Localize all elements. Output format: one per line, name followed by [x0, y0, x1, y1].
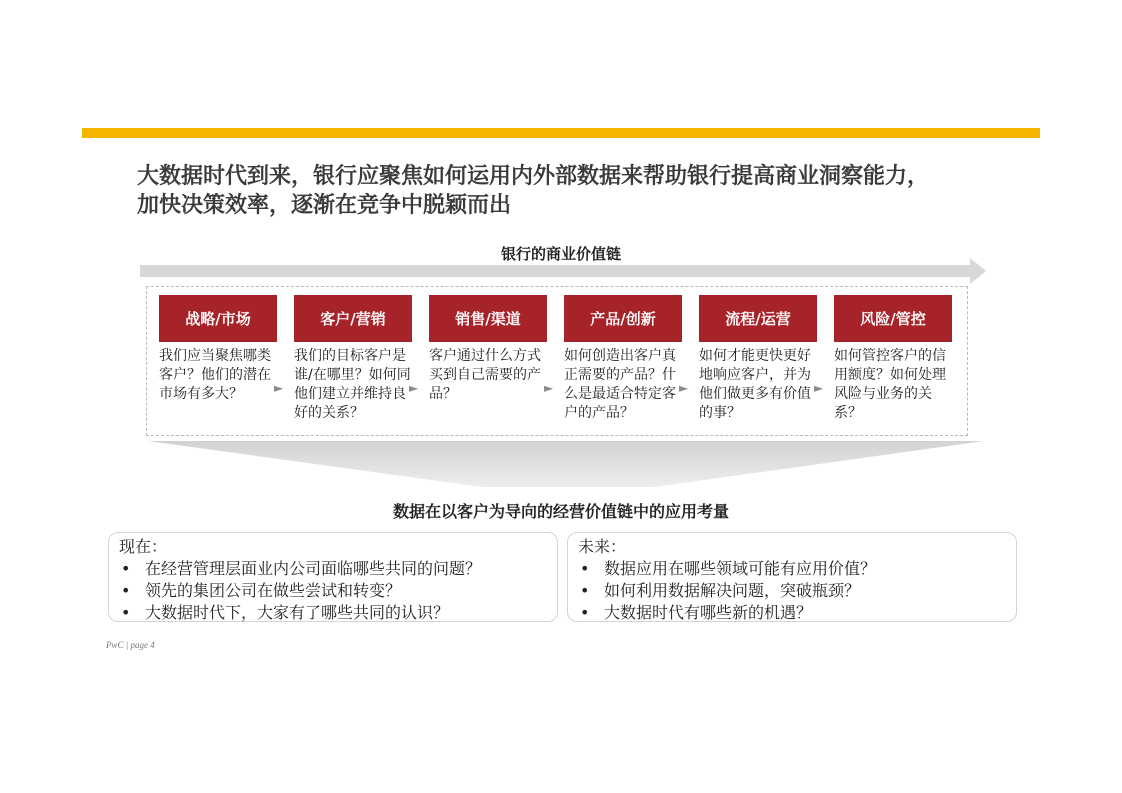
chevron-right-icon: ►	[814, 381, 824, 395]
page-footer: PwC | page 4	[106, 640, 155, 650]
headline-line-2: 加快决策效率，逐渐在竞争中脱颖而出	[137, 193, 512, 218]
stage-risk-control	[834, 295, 952, 423]
chevron-right-icon: ►	[544, 381, 554, 395]
stage-customer-marketing	[294, 295, 412, 423]
headline	[137, 162, 1037, 220]
list-item: • 大数据时代下，大家有了哪些共同的认识？	[121, 603, 450, 622]
bullet-icon: •	[121, 559, 131, 578]
value-chain-title: 银行的商业价值链	[500, 245, 621, 263]
stage-description: 我们的目标客户是谁/在哪里？如何同他们建立并维持良好的关系？	[294, 348, 411, 421]
panel-heading: 现在：	[119, 537, 168, 556]
section-title: 数据在以客户为导向的经营价值链中的应用考量	[392, 502, 729, 521]
chevron-right-icon: ►	[274, 381, 284, 395]
list-item: • 大数据时代有哪些新的机遇？	[580, 603, 813, 622]
stage-description: 如何创造出客户真正需要的产品？什么是最适合特定客户的产品？	[564, 348, 676, 421]
stage-label: 销售/渠道	[429, 295, 547, 342]
list-item: • 在经营管理层面业内公司面临哪些共同的问题？	[121, 559, 482, 578]
bullet-icon: •	[121, 581, 131, 600]
bullet-list	[119, 558, 547, 624]
stage-process-operation	[699, 295, 817, 423]
stage-sales-channel	[429, 295, 547, 404]
stage-label: 风险/管控	[834, 295, 952, 342]
panel-heading: 未来：	[578, 537, 627, 556]
list-item: • 领先的集团公司在做些尝试和转变？	[121, 581, 402, 600]
stage-label: 产品/创新	[564, 295, 682, 342]
stage-description: 我们应当聚焦哪类客户？他们的潜在市场有多大？	[159, 348, 271, 402]
stage-label: 战略/市场	[159, 295, 277, 342]
value-chain-arrow-icon	[140, 258, 990, 284]
stage-description: 如何管控客户的信用额度？如何处理风险与业务的关系？	[834, 348, 946, 421]
list-item: • 如何利用数据解决问题，突破瓶颈？	[580, 581, 861, 600]
stage-label: 流程/运营	[699, 295, 817, 342]
chevron-right-icon: ►	[679, 381, 689, 395]
stage-description: 如何才能更快更好地响应客户，并为他们做更多有价值的事？	[699, 348, 811, 421]
stage-description: 客户通过什么方式买到自己需要的产品？	[429, 348, 541, 402]
panel-now	[108, 532, 558, 622]
list-item: • 数据应用在哪些领域可能有应用价值？	[580, 559, 877, 578]
bullet-list	[578, 558, 1006, 624]
bullet-icon: •	[580, 559, 590, 578]
stage-strategy-market	[159, 295, 277, 404]
stage-product-innovation	[564, 295, 682, 423]
bullet-icon: •	[580, 603, 590, 622]
accent-bar	[82, 128, 1040, 138]
chevron-right-icon: ►	[409, 381, 419, 395]
panel-future	[567, 532, 1017, 622]
stage-label: 客户/营销	[294, 295, 412, 342]
bullet-icon: •	[121, 603, 131, 622]
bullet-icon: •	[580, 581, 590, 600]
headline-line-1: 大数据时代到来，银行应聚焦如何运用内外部数据来帮助银行提高商业洞察能力，	[137, 164, 930, 189]
funnel-arrow-icon	[148, 441, 988, 491]
